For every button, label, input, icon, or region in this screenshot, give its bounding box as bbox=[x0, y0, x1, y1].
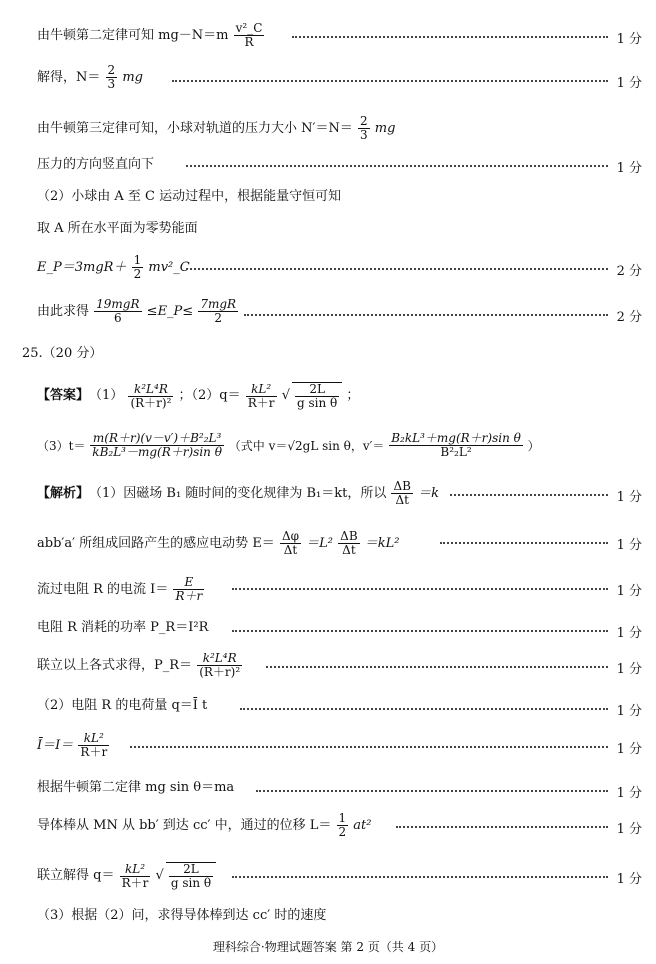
fraction bbox=[78, 732, 109, 759]
numerator: kL² bbox=[78, 732, 109, 746]
numerator: m(R＋r)(v－v′)＋B²₂L³ bbox=[90, 432, 224, 446]
denominator: R＋r bbox=[121, 875, 149, 890]
leader-dots bbox=[256, 790, 608, 792]
text: ； bbox=[346, 388, 360, 403]
text: 解得，N＝ bbox=[37, 69, 101, 85]
numerator: v²_C bbox=[235, 21, 263, 35]
analysis-line-10: 联立解得 q＝ $\frac{\text{kL²}}{R+r}$ √ $\frac{2L}{\text{g sin θ}}$ bbox=[37, 862, 632, 890]
numerator: 2L bbox=[295, 383, 339, 397]
text: 由此求得 bbox=[37, 303, 90, 319]
numerator: 7mgR bbox=[200, 297, 237, 311]
denominator: kB₂L³－mg(R＋r)sin θ bbox=[92, 445, 222, 459]
fraction bbox=[169, 863, 213, 890]
numerator: k²L⁴R bbox=[128, 383, 173, 397]
numerator: 19mgR bbox=[96, 297, 140, 311]
score: 1 分 bbox=[616, 161, 642, 176]
score: 1 分 bbox=[616, 584, 642, 599]
score: 2 分 bbox=[616, 310, 642, 325]
score: 1 分 bbox=[616, 32, 642, 47]
numerator: k²L⁴R bbox=[197, 652, 242, 666]
fraction bbox=[295, 383, 339, 410]
denominator: R＋r bbox=[80, 745, 108, 759]
fraction bbox=[197, 652, 242, 679]
numerator: ΔB bbox=[393, 479, 411, 493]
question-25 bbox=[22, 346, 632, 363]
text: 由牛顿第三定律可知，小球对轨道的压力大小 N′＝N＝ bbox=[37, 120, 353, 136]
text: （3）根据（2）问，求得导体棒到达 cc′ 时的速度 bbox=[37, 908, 327, 923]
text: 压力的方向竖直向下 bbox=[37, 157, 155, 172]
text: ） bbox=[527, 438, 540, 453]
text: ＝kL² bbox=[364, 535, 400, 551]
text: 流过电阻 R 的电流 I＝ bbox=[37, 581, 169, 597]
text: mg bbox=[122, 69, 143, 85]
text: 联立解得 q＝ bbox=[37, 868, 115, 883]
denominator: (R＋r)² bbox=[199, 665, 241, 679]
leader-dots bbox=[172, 80, 608, 82]
leader-dots bbox=[266, 666, 608, 668]
denominator: R bbox=[244, 35, 254, 49]
denominator: 2 bbox=[214, 311, 223, 325]
fraction bbox=[280, 530, 301, 557]
text: 导体棒从 MN 从 bb′ 到达 cc′ 中，通过的位移 L＝ bbox=[37, 817, 332, 833]
text: （3）t＝ bbox=[37, 438, 86, 453]
score: 1 分 bbox=[616, 538, 642, 553]
analysis-line-4 bbox=[37, 620, 632, 637]
analysis-line-6 bbox=[37, 698, 632, 715]
fraction bbox=[106, 64, 118, 91]
leader-dots bbox=[244, 314, 608, 316]
denominator: Δt bbox=[342, 543, 356, 557]
leader-dots bbox=[130, 746, 608, 748]
answer-line-3 bbox=[37, 432, 632, 459]
answer-label: 【答案】 bbox=[37, 388, 90, 403]
page-footer: 理科综合·物理试题答案 第 2 页（共 4 页） bbox=[212, 940, 444, 954]
numerator: 1 bbox=[133, 253, 142, 267]
fraction bbox=[198, 298, 238, 325]
fraction bbox=[246, 383, 277, 410]
denominator: Δt bbox=[283, 543, 298, 557]
text: 根据牛顿第二定律 mg sin θ＝ma bbox=[37, 780, 235, 795]
fraction bbox=[234, 22, 265, 49]
question-number: 25.（20 分） bbox=[22, 346, 103, 361]
denominator: B²₂L² bbox=[440, 445, 472, 459]
numerator: kL² bbox=[120, 863, 151, 877]
numerator: ΔB bbox=[340, 529, 358, 543]
score: 1 分 bbox=[616, 872, 642, 887]
leader-dots bbox=[232, 876, 608, 878]
leader-dots bbox=[240, 708, 608, 710]
denominator: 3 bbox=[107, 77, 116, 91]
numerator: 2L bbox=[169, 863, 213, 877]
text: mv²_C bbox=[148, 259, 190, 275]
analysis-label: 【解析】 bbox=[37, 485, 90, 501]
numerator: 1 bbox=[338, 811, 347, 825]
fraction bbox=[128, 383, 173, 410]
score: 1 分 bbox=[616, 742, 642, 757]
text: 联立以上各式求得，P_R＝ bbox=[37, 657, 193, 673]
text: （式中 v＝√2gL sin θ，v′＝ bbox=[228, 438, 385, 453]
denominator: 6 bbox=[114, 311, 122, 325]
denominator: g sin θ bbox=[296, 396, 338, 410]
answer-line-1: 【答案】（1） $\frac{\text{k²L⁴R}}{\text{(R＋r)²}}$ ；（2）q＝ $\frac{\text{kL²}}{R+r}$ √ $\frac{2L}{\text{g sin θ}}$ ； bbox=[37, 381, 360, 410]
numerator: Δφ bbox=[281, 529, 300, 543]
leader-dots bbox=[396, 826, 608, 828]
score: 1 分 bbox=[616, 662, 642, 677]
line-newton-third-law bbox=[37, 115, 632, 142]
text: E_P＝3mgR＋ bbox=[37, 259, 127, 275]
fraction bbox=[337, 812, 349, 839]
line-zero-potential bbox=[37, 221, 632, 238]
text: （1） bbox=[89, 388, 124, 403]
fraction bbox=[94, 298, 141, 325]
fraction bbox=[358, 115, 370, 142]
analysis-line-8 bbox=[37, 780, 632, 797]
text: ＝k bbox=[418, 485, 439, 501]
text: ≤E_P≤ bbox=[146, 303, 194, 319]
text: （1）因磁场 B₁ 随时间的变化规律为 B₁＝kt，所以 bbox=[89, 485, 387, 501]
leader-dots bbox=[186, 165, 608, 167]
text: abb′a′ 所组成回路产生的感应电动势 E＝ bbox=[37, 535, 275, 551]
leader-dots bbox=[450, 494, 608, 496]
score: 1 分 bbox=[616, 822, 642, 837]
denominator: Δt bbox=[395, 493, 409, 507]
denominator: 2 bbox=[133, 267, 142, 281]
numerator: kL² bbox=[246, 383, 277, 397]
denominator: 2 bbox=[338, 825, 347, 839]
text: ＝L² bbox=[306, 535, 334, 551]
score: 1 分 bbox=[616, 626, 642, 641]
fraction bbox=[338, 530, 359, 557]
text: 电阻 R 消耗的功率 P_R＝I²R bbox=[37, 620, 209, 635]
text: mg bbox=[374, 120, 396, 136]
text: 取 A 所在水平面为零势能面 bbox=[37, 221, 198, 236]
fraction bbox=[391, 480, 412, 507]
fraction bbox=[389, 432, 523, 459]
fraction bbox=[120, 863, 151, 890]
line-energy-range bbox=[37, 298, 632, 325]
leader-dots bbox=[292, 36, 608, 38]
leader-dots bbox=[232, 630, 608, 632]
leader-dots bbox=[440, 542, 608, 544]
text: at² bbox=[353, 817, 372, 833]
text: Ī＝I＝ bbox=[37, 737, 74, 753]
score: 1 分 bbox=[616, 490, 642, 505]
denominator: R＋r bbox=[247, 395, 275, 410]
fraction bbox=[173, 576, 204, 603]
leader-dots bbox=[232, 588, 608, 590]
denominator: (R＋r)² bbox=[130, 395, 172, 410]
score: 1 分 bbox=[616, 786, 642, 801]
denominator: 3 bbox=[359, 128, 368, 142]
text: 由牛顿第二定律可知 mg－N＝m bbox=[37, 27, 229, 43]
text: （2）小球由 A 至 C 运动过程中，根据能量守恒可知 bbox=[37, 189, 342, 204]
text: （2）电阻 R 的电荷量 q＝Ī t bbox=[37, 698, 208, 713]
numerator: E bbox=[173, 576, 204, 590]
leader-dots bbox=[186, 268, 608, 270]
numerator: 2 bbox=[359, 114, 368, 128]
text: ；（2）q＝ bbox=[178, 388, 241, 403]
score: 2 分 bbox=[616, 264, 642, 279]
fraction bbox=[90, 432, 224, 459]
numerator: B₂kL³＋mg(R＋r)sin θ bbox=[391, 431, 521, 445]
denominator: g sin θ bbox=[170, 876, 212, 890]
score: 1 分 bbox=[616, 76, 642, 91]
analysis-line-11 bbox=[37, 908, 632, 925]
fraction bbox=[132, 254, 144, 281]
denominator: R＋r bbox=[175, 589, 203, 603]
numerator: 2 bbox=[107, 63, 116, 77]
line-solve-N bbox=[37, 64, 632, 91]
line-energy-conservation bbox=[37, 189, 632, 206]
score: 1 分 bbox=[616, 704, 642, 719]
